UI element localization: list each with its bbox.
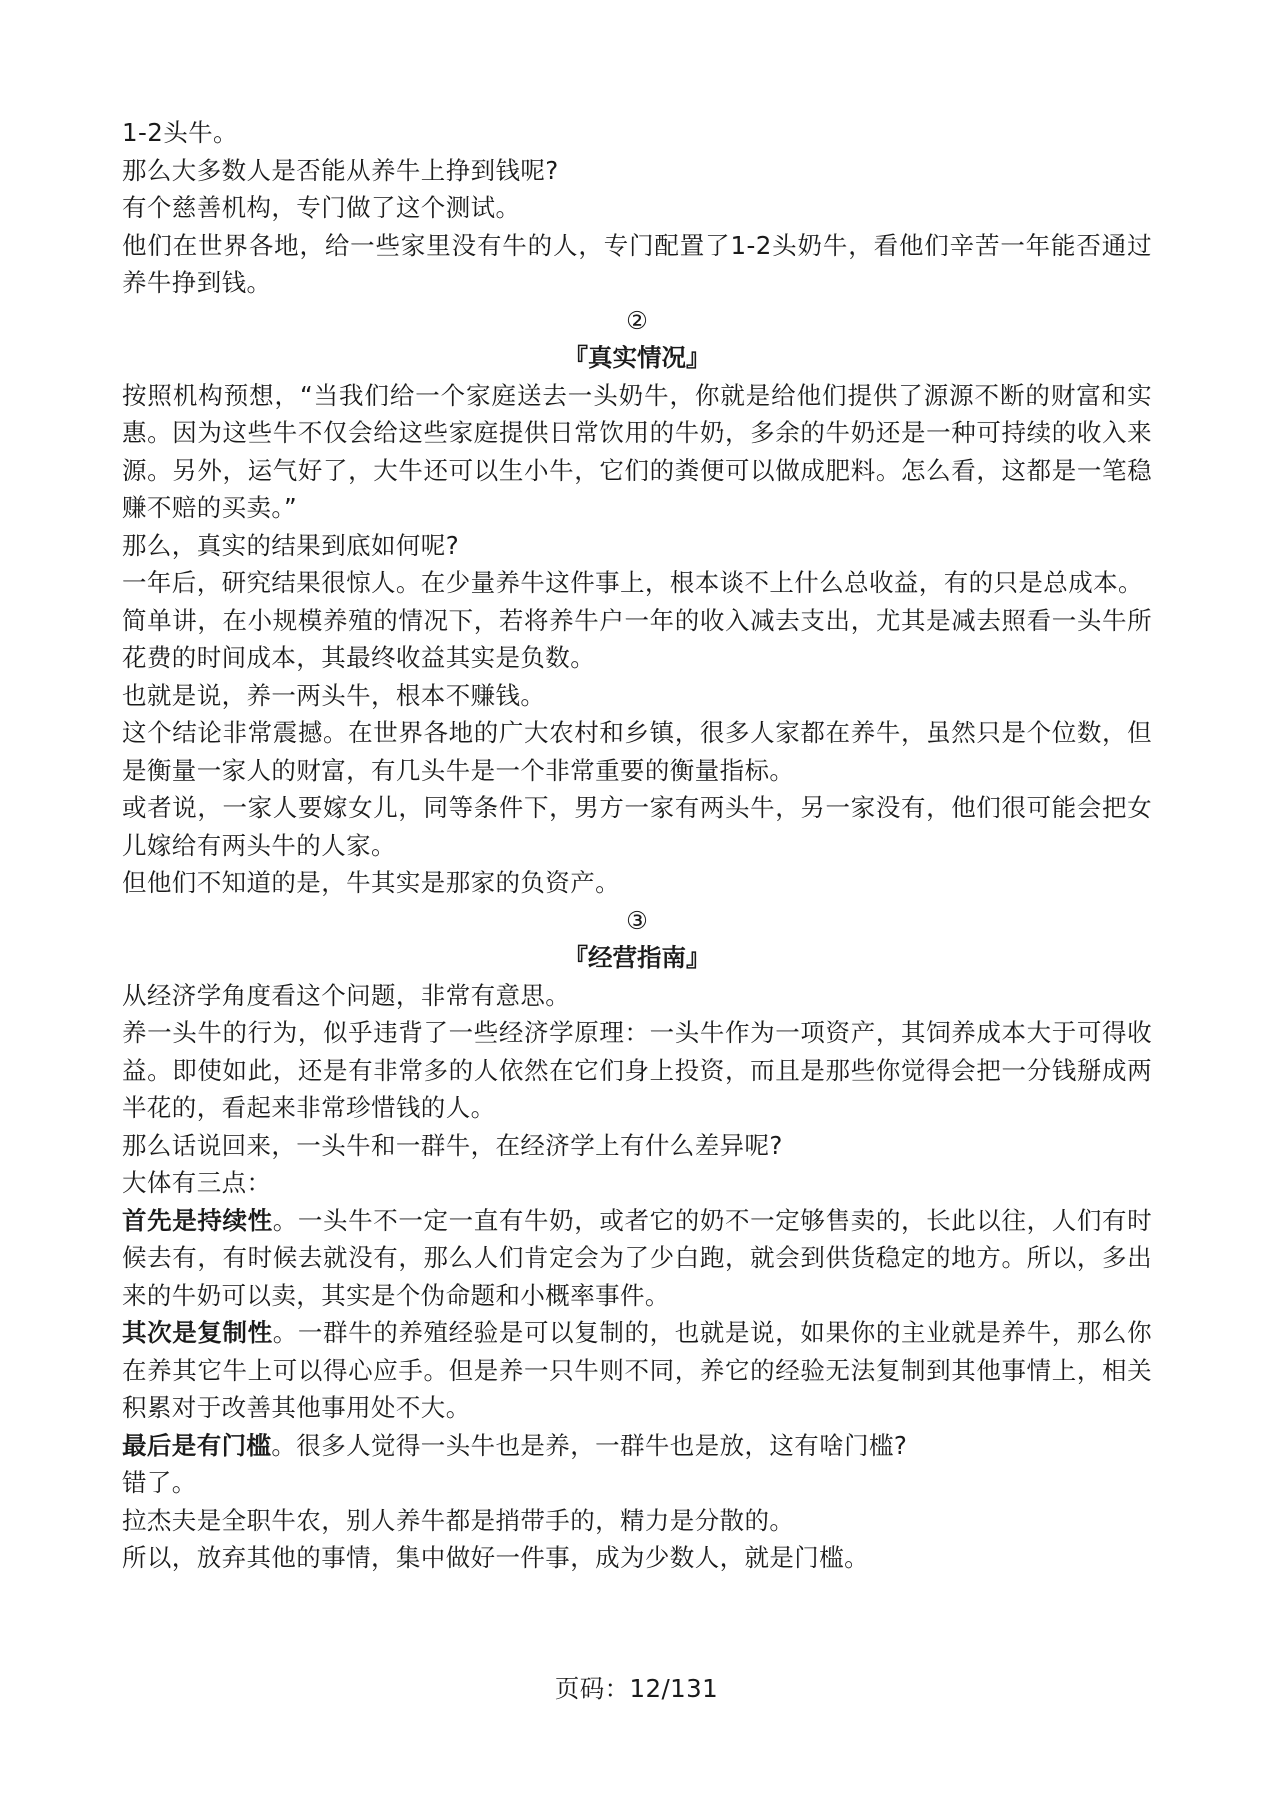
paragraph: 有个慈善机构，专门做了这个测试。 [122, 193, 521, 222]
paragraph: 错了。 [122, 1468, 197, 1497]
paragraph: 1-2头牛。 [122, 118, 238, 147]
section-heading: 『真实情况』 [563, 343, 711, 372]
paragraph: 拉杰夫是全职牛农，别人养牛都是捎带手的，精力是分散的。 [122, 1505, 795, 1535]
paragraph: 养一头牛的行为，似乎违背了一些经济学原理：一头牛作为一项资产，其饲养成本大于可得收益。即使如此，还是有非常多的人依然在它们身上投资，而且是那些你觉得会把一分钱掰成两半花的，看起来非常珍惜钱的人。 [122, 1018, 1152, 1122]
paragraph: 大体有三点： [122, 1168, 272, 1197]
page-number: 页码：12/131 [554, 1674, 719, 1703]
paragraph: 从经济学角度看这个问题，非常有意思。 [122, 980, 571, 1010]
point-paragraph [122, 1427, 1152, 1465]
point-lead: 最后是有门槛 [122, 1430, 272, 1460]
paragraph: 也就是说，养一两头牛，根本不赚钱。 [122, 680, 546, 710]
point-lead: 首先是持续性 [122, 1205, 273, 1235]
paragraph: 简单讲，在小规模养殖的情况下，若将养牛户一年的收入减去支出，尤其是减去照看一头牛所花费的时间成本，其最终收益其实是负数。 [122, 605, 1152, 672]
point-text: 。很多人觉得一头牛也是养，一群牛也是放，这有啥门槛? [271, 1430, 908, 1460]
paragraph: 所以，放弃其他的事情，集中做好一件事，成为少数人，就是门槛。 [122, 1543, 869, 1572]
paragraph: 一年后，研究结果很惊人。在少量养牛这件事上，根本谈不上什么总收益，有的只是总成本。 [122, 568, 1143, 597]
paragraph: 这个结论非常震撼。在世界各地的广大农村和乡镇，很多人家都在养牛，虽然只是个位数，但是衡量一家人的财富，有几头牛是一个非常重要的衡量指标。 [122, 718, 1152, 785]
paragraph: 但他们不知道的是，牛其实是那家的负资产。 [122, 868, 620, 897]
section-number: ③ [626, 905, 648, 935]
document-page [122, 114, 1152, 1577]
point-text: 。一头牛不一定一直有牛奶，或者它的奶不一定够售卖的，长此以往，人们有时候去有，有时候去就没有，那么人们肯定会为了少白跑，就会到供货稳定的地方。所以，多出来的牛奶可以卖，其实是个伪命题和小概率事件。 [122, 1205, 1152, 1310]
point-paragraph [122, 1202, 1152, 1315]
paragraph: 他们在世界各地，给一些家里没有牛的人，专门配置了1-2头奶牛，看他们辛苦一年能否通过养牛挣到钱。 [122, 230, 1152, 297]
point-paragraph [122, 1314, 1152, 1427]
section-heading: 『经营指南』 [563, 943, 711, 972]
point-text: 。一群牛的养殖经验是可以复制的，也就是说，如果你的主业就是养牛，那么你在养其它牛上可以得心应手。但是养一只牛则不同，养它的经验无法复制到其他事情上，相关积累对于改善其他事用处不大。 [122, 1318, 1152, 1422]
paragraph: 按照机构预想，“当我们给一个家庭送去一头奶牛，你就是给他们提供了源源不断的财富和实惠。因为这些牛不仅会给这些家庭提供日常饮用的牛奶，多余的牛奶还是一种可持续的收入来源。另外，运气好了，大牛还可以生小牛，它们的粪便可以做成肥料。怎么看，这都是一笔稳赚不赔的买卖。” [122, 380, 1152, 522]
paragraph: 或者说，一家人要嫁女儿，同等条件下，男方一家有两头牛，另一家没有，他们很可能会把女儿嫁给有两头牛的人家。 [122, 793, 1152, 860]
point-lead: 其次是复制性 [122, 1318, 273, 1347]
paragraph: 那么，真实的结果到底如何呢? [122, 530, 460, 560]
paragraph: 那么大多数人是否能从养牛上挣到钱呢? [122, 155, 559, 185]
section-number: ② [626, 305, 648, 335]
paragraph: 那么话说回来，一头牛和一群牛，在经济学上有什么差异呢? [122, 1130, 783, 1160]
